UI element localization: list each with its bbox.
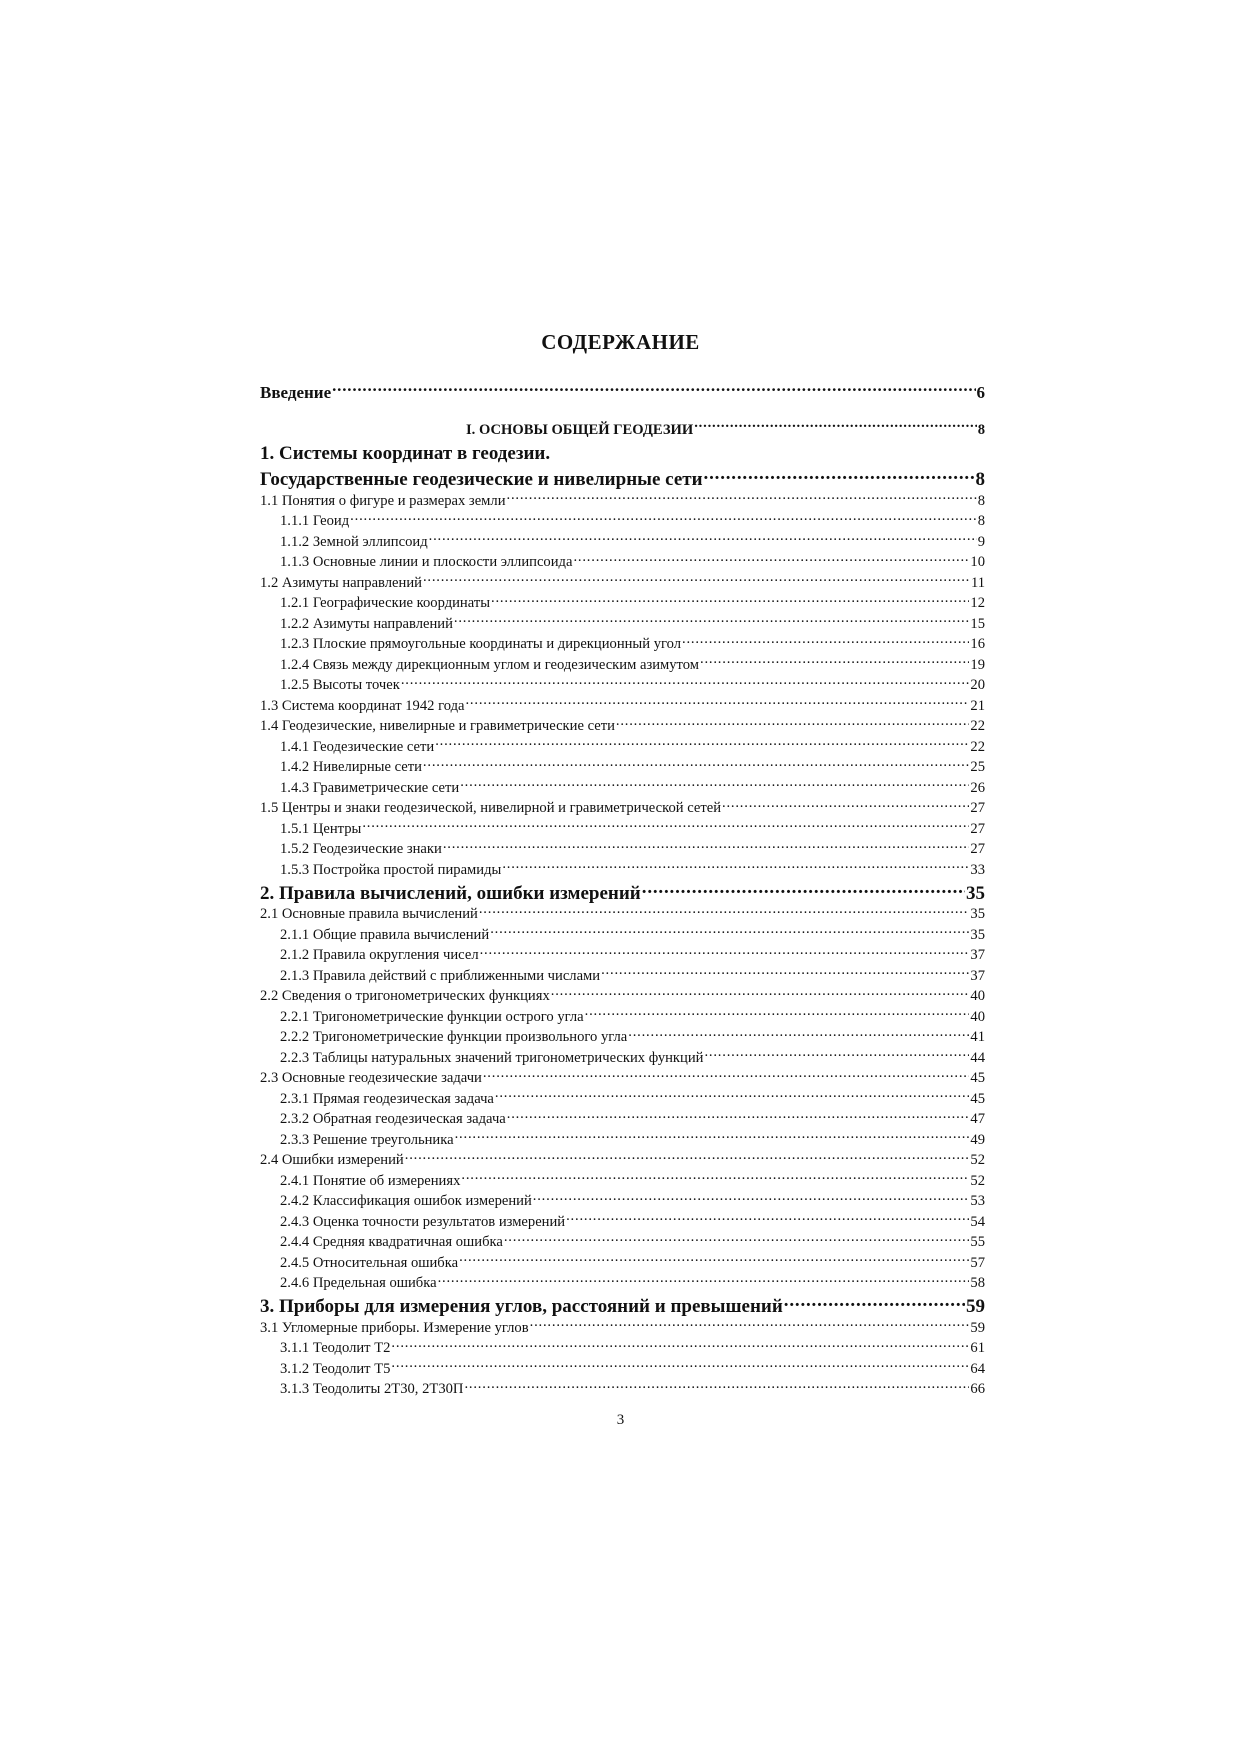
toc-entry-label: 2.4.5 Относительная ошибка [280, 1254, 459, 1271]
toc-entry-page: 44 [970, 1049, 985, 1066]
toc-entry-page: 27 [970, 841, 985, 858]
toc-entry-page: 47 [970, 1111, 985, 1128]
toc-entry[interactable] [260, 613, 985, 634]
dot-leader [601, 965, 969, 980]
toc-entry[interactable] [260, 1047, 985, 1068]
toc-entry-label: 1.5.1 Центры [280, 820, 362, 837]
toc-entry-page: 27 [970, 800, 985, 817]
toc-entry-label: 1.1.3 Основные линии и плоскости эллипсоида [280, 554, 573, 571]
toc-entry-page: 54 [970, 1213, 985, 1230]
toc-chapter-2[interactable] [260, 880, 985, 904]
toc-entry[interactable] [260, 490, 985, 511]
toc-entry-page: 22 [970, 718, 985, 735]
toc-entry-page: 49 [970, 1131, 985, 1148]
toc-entry-label: 1.4.3 Гравиметрические сети [280, 779, 460, 796]
toc-entry[interactable] [260, 1379, 985, 1400]
toc-entry-page: 20 [970, 677, 985, 694]
toc-entry[interactable] [260, 634, 985, 655]
toc-entry-page: 37 [970, 947, 985, 964]
toc-entry[interactable] [260, 1068, 985, 1089]
toc-entry-label: 3.1 Угломерные приборы. Измерение углов [260, 1319, 529, 1336]
toc-entry[interactable] [260, 675, 985, 696]
toc-entry-label: 2.2.3 Таблицы натуральных значений тригонометрических функций [280, 1049, 704, 1066]
dot-leader [438, 1273, 970, 1288]
toc-entry-label: 2.3 Основные геодезические задачи [260, 1070, 482, 1087]
dot-leader [391, 1338, 969, 1353]
toc-entry-label: 2.1.1 Общие правила вычислений [280, 926, 490, 943]
toc-entry-page: 45 [970, 1070, 985, 1087]
toc-chapter-3[interactable] [260, 1293, 985, 1317]
toc-entry[interactable] [260, 1211, 985, 1232]
dot-leader [483, 1068, 970, 1083]
toc-entry-label: 2.1.2 Правила округления чисел [280, 947, 479, 964]
dot-leader [722, 798, 969, 813]
toc-entry-intro[interactable] [260, 380, 985, 406]
toc-entry[interactable] [260, 1252, 985, 1273]
toc-entry-label: 2.4.2 Классификация ошибок измерений [280, 1193, 532, 1210]
dot-leader [704, 1047, 969, 1062]
toc-entry-label: 1.1.1 Геоид [280, 513, 350, 530]
toc-entry-page: 45 [970, 1090, 985, 1107]
toc-entry[interactable] [260, 1006, 985, 1027]
toc-entry[interactable] [260, 1027, 985, 1048]
dot-leader [682, 634, 969, 649]
dot-leader [533, 1191, 970, 1206]
toc-entry-page: 25 [970, 759, 985, 776]
toc-entry-label: 2.4 Ошибки измерений [260, 1152, 404, 1169]
toc-entry-page: 19 [970, 656, 985, 673]
toc-entry-label: 2.3.3 Решение треугольника [280, 1131, 454, 1148]
toc-entry-part-1[interactable] [260, 418, 985, 442]
toc-chapter-1-line1[interactable]: 1. Системы координат в геодезии. [260, 443, 551, 464]
toc-entry[interactable] [260, 757, 985, 778]
dot-leader [480, 945, 970, 960]
dot-leader [490, 924, 969, 939]
dot-leader [566, 1211, 969, 1226]
toc-entry-page: 52 [970, 1172, 985, 1189]
dot-leader [573, 552, 969, 567]
dot-leader [507, 1109, 970, 1124]
dot-leader [495, 1088, 970, 1103]
toc-entry-page: 26 [970, 779, 985, 796]
toc-entry[interactable] [260, 1273, 985, 1294]
toc-entry[interactable] [260, 1338, 985, 1359]
toc-entry-page: 33 [970, 861, 985, 878]
toc-entry-label: 2.2.2 Тригонометрические функции произвольного угла [280, 1029, 628, 1046]
dot-leader [704, 466, 975, 485]
dot-leader [461, 1170, 969, 1185]
page-title: СОДЕРЖАНИЕ [541, 330, 700, 354]
toc-entry[interactable] [260, 531, 985, 552]
dot-leader [350, 511, 977, 526]
toc-entry-page: 37 [970, 967, 985, 984]
toc-entry[interactable] [260, 945, 985, 966]
dot-leader [616, 716, 970, 731]
toc-entry[interactable] [260, 695, 985, 716]
toc-entry-label: 1.3 Система координат 1942 года [260, 697, 465, 714]
toc-chapter-2-list [260, 904, 985, 1294]
toc-entry-label: 2.3.1 Прямая геодезическая задача [280, 1090, 494, 1107]
toc-entry-label: 2.4.3 Оценка точности результатов измерений [280, 1213, 566, 1230]
toc-entry-label: 3.1.2 Теодолит Т5 [280, 1360, 391, 1377]
toc-entry[interactable] [260, 1232, 985, 1253]
toc-entry[interactable] [260, 1129, 985, 1150]
toc-entry[interactable] [260, 924, 985, 945]
toc-entry[interactable] [260, 1150, 985, 1171]
dot-leader [391, 1358, 969, 1373]
toc-entry-label: 1.4 Геодезические, нивелирные и гравиметрические сети [260, 718, 615, 735]
toc-entry-label: 1.2 Азимуты направлений [260, 574, 422, 591]
toc-entry-page: 52 [970, 1152, 985, 1169]
toc-entry[interactable] [260, 654, 985, 675]
toc-entry[interactable] [260, 904, 985, 925]
toc-entry-label: I. ОСНОВЫ ОБЩЕЙ ГЕОДЕЗИИ [466, 422, 694, 438]
toc-entry-page: 10 [970, 554, 985, 571]
toc-entry-label: 2. Правила вычислений, ошибки измерений [260, 882, 641, 904]
dot-leader [585, 1006, 970, 1021]
toc-entry-page: 59 [966, 1296, 985, 1317]
toc-entry[interactable] [260, 716, 985, 737]
toc-entry[interactable] [260, 1170, 985, 1191]
toc-entry[interactable] [260, 859, 985, 880]
toc-entry-page: 9 [977, 533, 985, 550]
toc-entry-page: 8 [977, 422, 985, 438]
toc-entry-page: 58 [970, 1275, 985, 1292]
dot-leader [628, 1027, 969, 1042]
dot-leader [479, 904, 970, 919]
toc-chapter-1[interactable] [260, 466, 985, 490]
toc-entry-label: Введение [260, 383, 332, 402]
toc-entry-page: 8 [975, 469, 985, 490]
toc-entry-label: 2.4.4 Средняя квадратичная ошибка [280, 1234, 503, 1251]
toc-entry-label: 2.1.3 Правила действий с приближенными числами [280, 967, 601, 984]
toc-entry-page: 64 [970, 1360, 985, 1377]
toc-entry-page: 27 [970, 820, 985, 837]
dot-leader [502, 859, 969, 874]
toc-entry[interactable] [260, 798, 985, 819]
toc-entry-label: 3. Приборы для измерения углов, расстояний и превышений [260, 1296, 783, 1317]
dot-leader [507, 490, 977, 505]
toc-entry-label: 2.2 Сведения о тригонометрических функциях [260, 988, 550, 1005]
toc-entry-page: 8 [977, 513, 985, 530]
toc-entry-label: 1.5 Центры и знаки геодезической, нивелирной и гравиметрической сетей [260, 800, 722, 817]
toc-entry-page: 59 [970, 1319, 985, 1336]
dot-leader [454, 613, 970, 628]
dot-leader [401, 675, 970, 690]
toc-entry-page: 61 [970, 1340, 985, 1357]
toc-entry-label: 2.4.6 Предельная ошибка [280, 1275, 437, 1292]
toc-entry-label: 1.5.3 Постройка простой пирамиды [280, 861, 502, 878]
toc-entry-label: 3.1.1 Теодолит Т2 [280, 1340, 391, 1357]
toc-entry-page: 16 [970, 636, 985, 653]
toc-entry-label: 2.3.2 Обратная геодезическая задача [280, 1111, 506, 1128]
dot-leader [551, 986, 970, 1001]
dot-leader [465, 695, 969, 710]
toc-entry-page: 53 [970, 1193, 985, 1210]
toc-entry-page: 11 [970, 574, 985, 591]
toc-entry-label: 1.2.4 Связь между дирекционным углом и геодезическим азимутом [280, 656, 699, 673]
toc-entry-page: 40 [970, 988, 985, 1005]
toc-chapter-3-list [260, 1317, 985, 1399]
page-number: 3 [616, 1412, 625, 1428]
dot-leader [362, 818, 969, 833]
toc-entry-label: 1.2.3 Плоские прямоугольные координаты и дирекционный угол [280, 636, 682, 653]
toc-entry[interactable] [260, 1088, 985, 1109]
toc-entry-page: 41 [970, 1029, 985, 1046]
dot-leader [784, 1293, 965, 1312]
toc-entry[interactable] [260, 593, 985, 614]
dot-leader [700, 654, 969, 669]
toc-entry[interactable] [260, 818, 985, 839]
toc-entry-page: 57 [970, 1254, 985, 1271]
dot-leader [464, 1379, 969, 1394]
toc-entry[interactable] [260, 1109, 985, 1130]
toc-entry-page: 12 [970, 595, 985, 612]
dot-leader [429, 531, 977, 546]
toc-entry[interactable] [260, 736, 985, 757]
toc-entry[interactable] [260, 511, 985, 532]
toc-entry[interactable] [260, 1358, 985, 1379]
toc-entry-label: 2.1 Основные правила вычислений [260, 906, 478, 923]
toc-entry-page: 66 [970, 1381, 985, 1398]
toc-entry[interactable] [260, 572, 985, 593]
toc-entry[interactable] [260, 552, 985, 573]
dot-leader [423, 757, 969, 772]
toc-entry-label: Государственные геодезические и нивелирные сети [260, 469, 703, 490]
toc-entry-page: 40 [970, 1008, 985, 1025]
toc-entry-label: 3.1.3 Теодолиты 2Т30, 2Т30П [280, 1381, 464, 1398]
toc-entry-label: 1.2.1 Географические координаты [280, 595, 491, 612]
dot-leader [455, 1129, 970, 1144]
toc-entry-label: 1.2.5 Высоты точек [280, 677, 400, 694]
toc-entry-label: 2.4.1 Понятие об измерениях [280, 1172, 461, 1189]
dot-leader [435, 736, 969, 751]
toc-entry-label: 1.1 Понятия о фигуре и размерах земли [260, 492, 506, 509]
toc-entry[interactable] [260, 1317, 985, 1338]
toc-entry[interactable] [260, 965, 985, 986]
dot-leader [423, 572, 970, 587]
toc-entry-page: 55 [970, 1234, 985, 1251]
toc-entry-page: 21 [970, 697, 985, 714]
dot-leader [530, 1317, 970, 1332]
toc-entry-page: 35 [970, 906, 985, 923]
toc-entry[interactable] [260, 1191, 985, 1212]
dot-leader [460, 777, 969, 792]
dot-leader [459, 1252, 969, 1267]
toc-chapter-1-list [260, 490, 985, 880]
dot-leader [491, 593, 969, 608]
toc-entry-page: 22 [970, 738, 985, 755]
table-of-contents [260, 380, 985, 1399]
toc-entry-page: 35 [966, 882, 985, 904]
toc-entry-label: 1.1.2 Земной эллипсоид [280, 533, 428, 550]
toc-entry-page: 35 [970, 926, 985, 943]
dot-leader [443, 839, 970, 854]
toc-entry-label: 1.4.1 Геодезические сети [280, 738, 435, 755]
toc-entry-page: 6 [976, 383, 985, 402]
dot-leader [332, 381, 975, 398]
toc-entry-page: 8 [977, 492, 985, 509]
toc-entry[interactable] [260, 839, 985, 860]
toc-entry[interactable] [260, 986, 985, 1007]
toc-entry-label: 1.5.2 Геодезические знаки [280, 841, 442, 858]
dot-leader [694, 419, 976, 434]
dot-leader [504, 1232, 970, 1247]
dot-leader [642, 880, 965, 899]
dot-leader [405, 1150, 970, 1165]
toc-entry[interactable] [260, 777, 985, 798]
toc-entry-label: 1.4.2 Нивелирные сети [280, 759, 422, 776]
toc-entry-page: 15 [970, 615, 985, 632]
toc-entry-label: 1.2.2 Азимуты направлений [280, 615, 453, 632]
toc-entry-label: 2.2.1 Тригонометрические функции острого угла [280, 1008, 584, 1025]
